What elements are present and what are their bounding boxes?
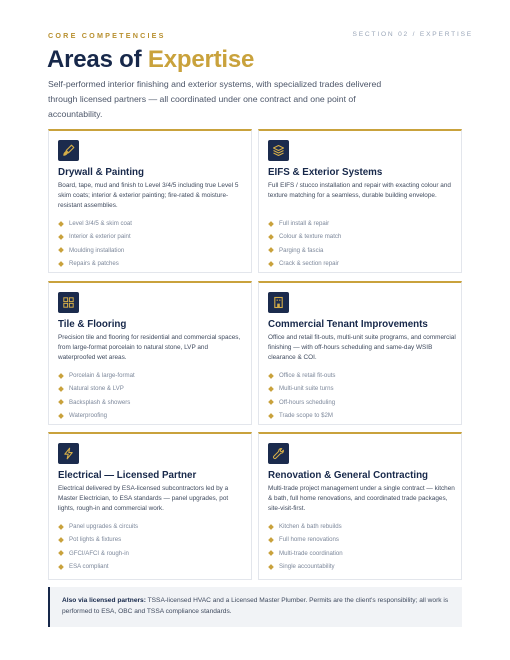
bullet-text: Parging & fascia: [279, 246, 324, 254]
card-title: EIFS & Exterior Systems: [268, 167, 383, 178]
diamond-bullet-icon: [58, 234, 64, 240]
diamond-bullet-icon: [58, 261, 64, 267]
bullet-text: Single accountability: [279, 563, 335, 571]
bullet-text: Full install & repair: [279, 220, 330, 227]
diamond-bullet-icon: [268, 524, 274, 530]
card-title: Drywall & Painting: [58, 167, 145, 178]
card-title: Renovation & General Contracting: [268, 470, 429, 481]
bullet-text: Porcelain & large-format: [69, 372, 135, 379]
intro-paragraph: Self-performed interior finishing and exterior systems, with specialized trades delivered through licensed partners — all coordinated under one contract and one point of accountability.: [48, 79, 382, 119]
paintbrush-icon: [58, 140, 79, 161]
bullet-item: [268, 257, 341, 270]
bullet-item: [268, 409, 335, 422]
partner-note: [48, 587, 462, 627]
bullet-item: [268, 533, 343, 546]
diamond-bullet-icon: [58, 400, 64, 406]
diamond-bullet-icon: [268, 386, 274, 392]
header-row: [48, 31, 473, 41]
card-title: Electrical — Licensed Partner: [58, 470, 197, 481]
card-bullets: [58, 520, 138, 574]
diamond-bullet-icon: [58, 413, 64, 419]
building-icon: [268, 292, 289, 313]
diamond-bullet-icon: [58, 537, 64, 543]
title-main: Areas of: [47, 46, 148, 73]
card-bullets: [58, 217, 132, 271]
bullet-item: [58, 244, 132, 257]
title-accent: Expertise: [147, 46, 255, 73]
diamond-bullet-icon: [268, 564, 274, 570]
bullet-text: Trade scope to $2M: [279, 412, 333, 420]
bullet-item: [268, 230, 341, 243]
card-bullets: [268, 520, 343, 574]
bullet-text: Multi-unit suite turns: [279, 385, 334, 393]
bullet-item: [268, 244, 341, 257]
bullet-item: [58, 533, 138, 546]
bullet-text: Multi-trade coordination: [279, 549, 343, 557]
card-description: Board, tape, mud and finish to Level 3/4/5 including true Level 5 skim coats; interior & exterior painting; fire-rated & moisture-resistant assemblies.: [58, 182, 239, 210]
competency-grid: [48, 129, 462, 579]
wrench-icon: [268, 443, 289, 464]
bullet-text: Kitchen & bath rebuilds: [279, 523, 342, 530]
bullet-item: [268, 369, 335, 382]
diamond-bullet-icon: [58, 248, 64, 254]
diamond-bullet-icon: [58, 373, 64, 379]
bullet-text: Natural stone & LVP: [69, 385, 124, 393]
page-title: [47, 46, 254, 74]
card-bullets: [268, 369, 335, 423]
diamond-bullet-icon: [268, 373, 274, 379]
diamond-bullet-icon: [58, 221, 64, 227]
diamond-bullet-icon: [58, 551, 64, 557]
diamond-bullet-icon: [58, 524, 64, 530]
bullet-item: [268, 547, 343, 560]
card-drywall-painting: [48, 129, 252, 273]
bullet-text: ESA compliant: [69, 563, 109, 571]
card-eifs-exterior: [258, 129, 462, 273]
diamond-bullet-icon: [268, 261, 274, 267]
bullet-text: Off-hours scheduling: [279, 398, 336, 406]
bullet-item: [58, 409, 135, 422]
card-tile-flooring: [48, 281, 252, 425]
bullet-text: Waterproofing: [69, 412, 108, 420]
bullet-text: Backsplash & showers: [69, 398, 131, 406]
diamond-bullet-icon: [268, 248, 274, 254]
bullet-item: [58, 257, 132, 270]
bullet-text: Interior & exterior paint: [69, 233, 131, 241]
note-text: TSSA-licensed HVAC and a Licensed Master Plumber. Permits are the client's responsibility; all work is performed to ESA, OBC and TSSA compliance standards.: [62, 597, 449, 616]
diamond-bullet-icon: [268, 413, 274, 419]
bullet-text: Crack & section repair: [279, 260, 339, 268]
card-bullets: [58, 369, 135, 423]
bullet-text: Office & retail fit-outs: [279, 372, 336, 379]
bullet-item: [58, 547, 138, 560]
diamond-bullet-icon: [268, 551, 274, 557]
bullet-text: Repairs & patches: [69, 260, 119, 268]
eyebrow-label: CORE COMPETENCIES: [48, 31, 166, 40]
bullet-item: [58, 217, 132, 230]
bullet-item: [58, 369, 135, 382]
bullet-item: [58, 520, 138, 533]
bullet-item: [58, 382, 135, 395]
bullet-item: [58, 396, 135, 409]
section-tag: SECTION 02 / EXPERTISE: [352, 31, 473, 38]
diamond-bullet-icon: [58, 564, 64, 570]
bullet-text: Pot lights & fixtures: [69, 536, 122, 544]
diamond-bullet-icon: [268, 537, 274, 543]
bullet-text: Level 3/4/5 & skim coat: [69, 220, 132, 227]
layers-icon: [268, 140, 289, 161]
bullet-text: Moulding installation: [69, 246, 125, 254]
note-lead: Also via licensed partners:: [62, 597, 146, 604]
grid-icon: [58, 292, 79, 313]
bullet-item: [58, 560, 138, 573]
diamond-bullet-icon: [268, 234, 274, 240]
card-commercial-tenant: [258, 281, 462, 425]
card-renovation-gc: [258, 432, 462, 580]
diamond-bullet-icon: [268, 400, 274, 406]
bullet-item: [268, 217, 341, 230]
bullet-text: GFCI/AFCI & rough-in: [69, 549, 129, 557]
card-description: Full EIFS / stucco installation and repair with exacting colour and texture matching for a seamless, durable building envelope.: [268, 182, 451, 200]
bullet-text: Panel upgrades & circuits: [69, 523, 139, 530]
bullet-item: [268, 396, 335, 409]
diamond-bullet-icon: [268, 221, 274, 227]
bullet-text: Full home renovations: [279, 536, 339, 544]
card-title: Tile & Flooring: [58, 319, 127, 330]
bullet-item: [268, 382, 335, 395]
card-description: Multi-trade project management under a single contract — kitchen & bath, full home renovations, and coordinated trade packages, site-visit-first.: [268, 485, 455, 513]
lightning-icon: [58, 443, 79, 464]
diamond-bullet-icon: [58, 386, 64, 392]
bullet-item: [58, 230, 132, 243]
card-description: Electrical delivered by ESA-licensed subcontractors led by a Master Electrician, to ESA standards — panel upgrades, pot lights, rough-in and commercial work.: [58, 485, 229, 513]
card-description: Office and retail fit-outs, multi-unit suite programs, and commercial finishing — with off-hours scheduling and same-day WSIB clearance & COI.: [268, 334, 456, 362]
card-electrical-partner: [48, 432, 252, 580]
card-description: Precision tile and flooring for residential and commercial spaces, from large-format porcelain to natural stone, LVP and waterproofed wet areas.: [58, 334, 241, 362]
bullet-text: Colour & texture match: [279, 233, 342, 241]
bullet-item: [268, 520, 343, 533]
card-bullets: [268, 217, 341, 271]
card-title: Commercial Tenant Improvements: [268, 319, 428, 330]
bullet-item: [268, 560, 343, 573]
